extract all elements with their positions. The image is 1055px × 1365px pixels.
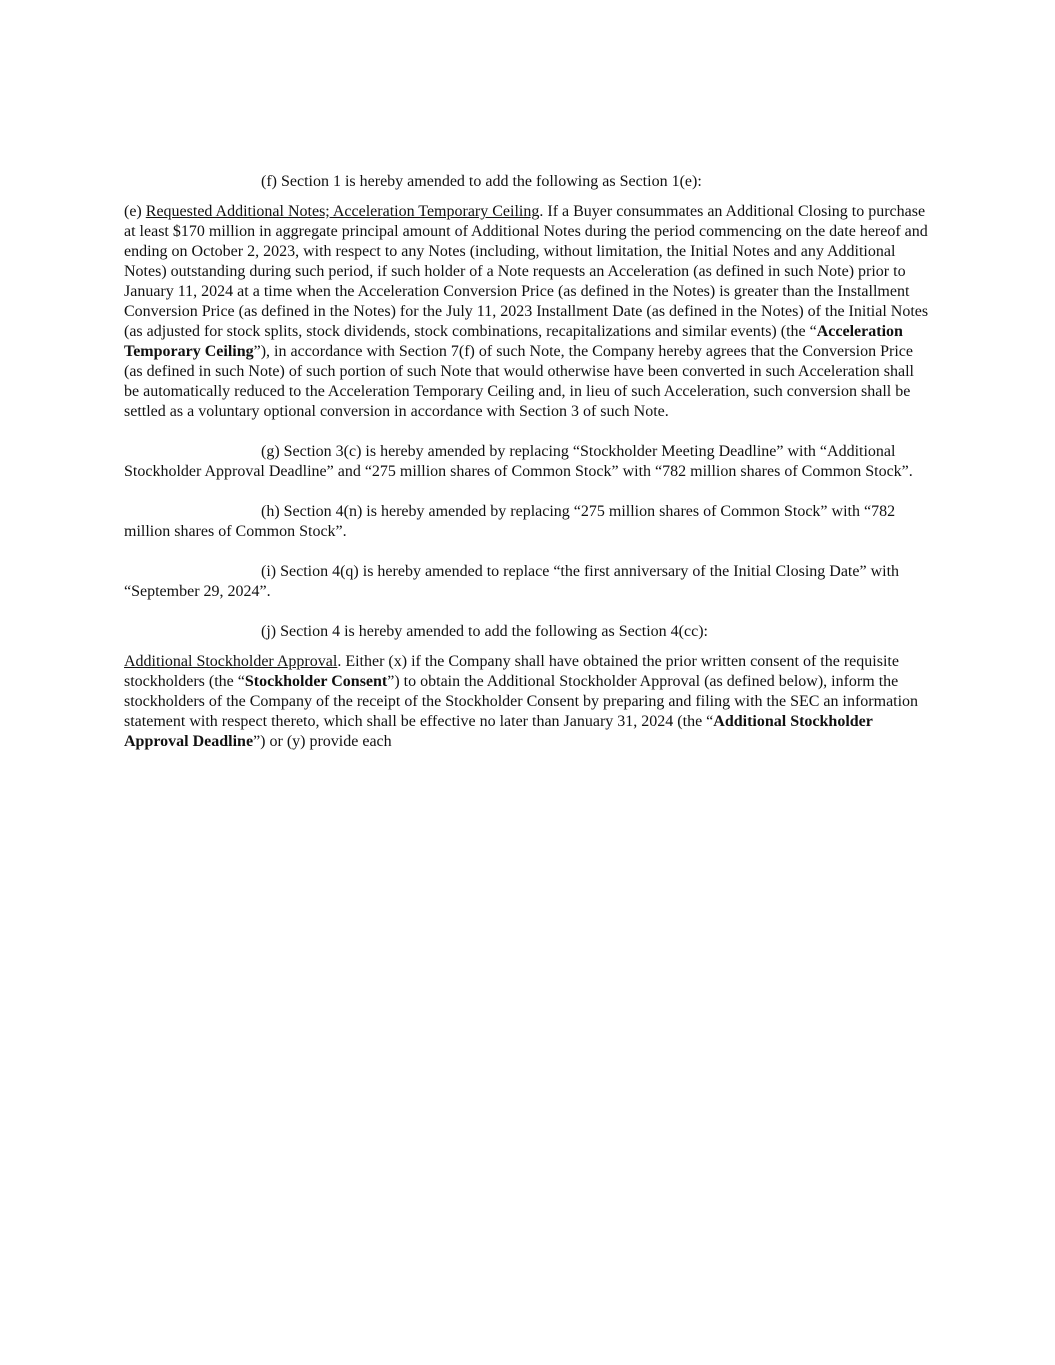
- paragraph-cc-body-1: . Either (x) if the Company shall have obtained the prior written consent of the requisite stockholders (the “: [124, 653, 899, 690]
- paragraph-e-heading: Requested Additional Notes; Acceleration Temporary Ceiling: [145, 203, 540, 220]
- paragraph-e-body-1: . If a Buyer consummates an Additional Closing to purchase at least $170 million in aggregate principal amount of Additional Notes during the period commencing on the date hereof and ending on October 2, 2023, with respect to any Notes (including, without limitation, the Initial Notes and any Additional Notes) outstanding during such period, if such holder of a Note requests an Acceleration (as defined in such Note) prior to January 11, 2024 at a time when the Acceleration Conversion Price (as defined in the Notes) is greater than the Installment Conversion Price (as defined in the Notes) for the July 11, 2023 Installment Date (as defined in the Notes) of the Initial Notes (as adjusted for stock splits, stock dividends, stock combinations, recapitalizations and similar events) (the “: [124, 203, 929, 340]
- paragraph-cc-heading: Additional Stockholder Approval: [124, 653, 338, 670]
- paragraph-e-prefix: (e): [124, 203, 146, 220]
- paragraph-f: (f) Section 1 is hereby amended to add the following as Section 1(e):: [261, 173, 702, 190]
- paragraph-cc-body-2: ”) to obtain the Additional Stockholder Approval (as defined below), inform the stockholders of the Company of the receipt of the Stockholder Consent by preparing and filing with the SEC an information statement with respect thereto, which shall be effective no later than January 31, 2024 (the “: [124, 673, 919, 730]
- paragraph-cc-body-3: ”) or (y) provide each: [253, 733, 392, 750]
- defined-term-stockholder-consent: Stockholder Consent: [244, 673, 388, 690]
- paragraph-cc: [124, 652, 932, 752]
- paragraph-e-body-2: ”), in accordance with Section 7(f) of such Note, the Company hereby agrees that the Conversion Price (as defined in such Note) of such portion of such Note that would otherwise have been converted in such Acceleration shall be automatically reduced to the Acceleration Temporary Ceiling and, in lieu of such Acceleration, such conversion shall be settled as a voluntary optional conversion in accordance with Section 3 of such Note.: [124, 343, 914, 420]
- document-page: [124, 172, 932, 752]
- defined-term-acceleration-temporary-ceiling: Acceleration Temporary Ceiling: [124, 323, 903, 360]
- paragraph-j: (j) Section 4 is hereby amended to add the following as Section 4(cc):: [261, 623, 708, 640]
- paragraph-h: (h) Section 4(n) is hereby amended by replacing “275 million shares of Common Stock” with “782 million shares of Common Stock”.: [124, 503, 896, 540]
- defined-term-additional-stockholder-approval-deadline: Additional Stockholder Approval Deadline: [124, 713, 873, 750]
- paragraph-e: [124, 202, 932, 422]
- paragraph-i: (i) Section 4(q) is hereby amended to replace “the first anniversary of the Initial Closing Date” with “September 29, 2024”.: [124, 563, 900, 600]
- paragraph-g: (g) Section 3(c) is hereby amended by replacing “Stockholder Meeting Deadline” with “Additional Stockholder Approval Deadline” and “275 million shares of Common Stock” with “782 million shares of Common Stock”.: [124, 443, 913, 480]
